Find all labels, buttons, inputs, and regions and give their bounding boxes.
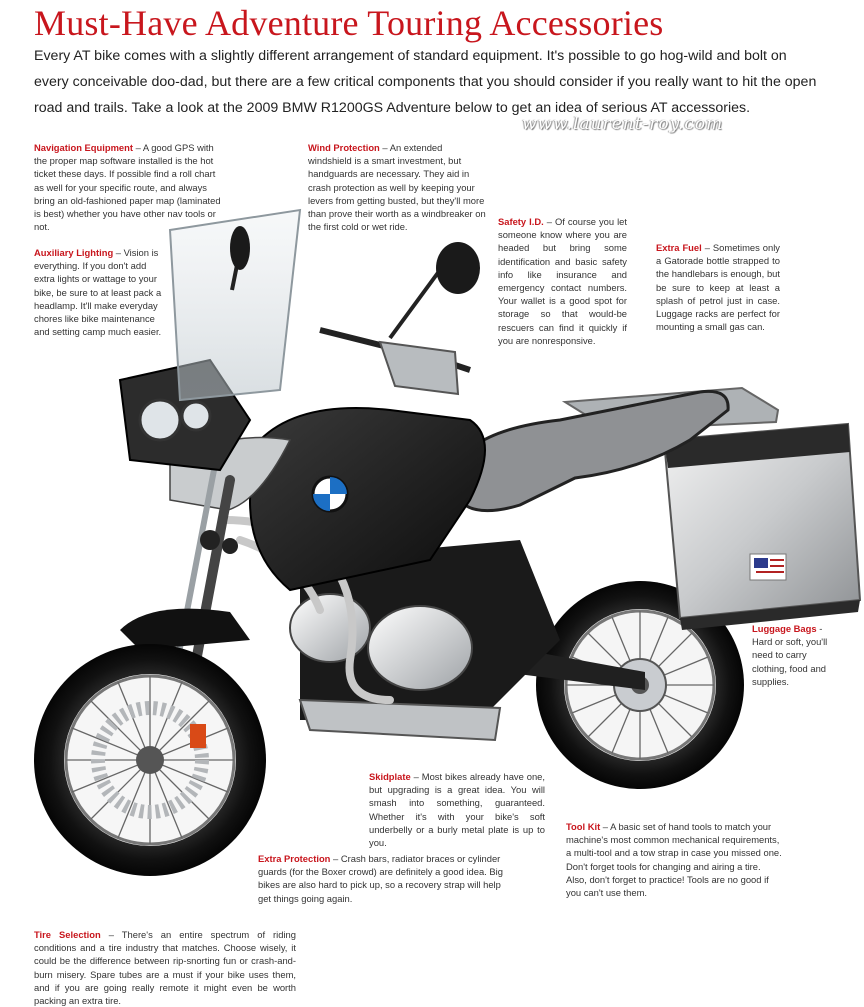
callout-toolkit-title: Tool Kit bbox=[566, 821, 601, 832]
callout-luggage-text: - Hard or soft, you'll need to carry clothing, food and supplies. bbox=[752, 623, 828, 687]
callout-lighting-title: Auxiliary Lighting bbox=[34, 247, 114, 258]
callout-skidplate bbox=[369, 770, 545, 849]
callout-skidplate-title: Skidplate bbox=[369, 771, 411, 782]
callout-skidplate-text: – Most bikes already have one, but upgrading is a great idea. You will smash into something, guaranteed. Whether it's with your bike's soft underbelly or a burly metal plate is up to you. bbox=[369, 771, 545, 849]
callout-wind bbox=[308, 141, 486, 233]
callout-fuel-title: Extra Fuel bbox=[656, 242, 702, 253]
intro-paragraph: Every AT bike comes with a slightly different arrangement of standard equipment. It's possible to go hog-wild and bolt on every conceivable doo-dad, but there are a few critical components that you should consider if you really want to hit the open road and trails. Take a look at the 2009 BMW R1200GS Adventure below to get an idea of serious AT accessories. bbox=[34, 48, 817, 116]
watermark-text: www.laurent-roy.com bbox=[522, 114, 724, 134]
callout-safety-title: Safety I.D. bbox=[498, 216, 544, 227]
callout-navigation-text: – A good GPS with the proper map software installed is the hot ticket these days. If possible find a roll chart as well for your specific route, and always bring an old-fashioned paper map (laminated is best) whether you have other nav tools or not. bbox=[34, 142, 221, 233]
callout-protection-title: Extra Protection bbox=[258, 853, 331, 864]
callout-lighting-text: – Vision is everything. If you don't add extra lights or wattage to your bike, be sure to at least pack a headlamp. It'll make everyday chores like bike maintenance and setting camp much easier. bbox=[34, 247, 162, 338]
callout-tires-title: Tire Selection bbox=[34, 929, 101, 940]
page-title: Must-Have Adventure Touring Accessories bbox=[34, 3, 664, 43]
pannier bbox=[664, 424, 860, 630]
callout-navigation-title: Navigation Equipment bbox=[34, 142, 133, 153]
callout-luggage bbox=[752, 622, 838, 688]
callout-protection-text: – Crash bars, radiator braces or cylinder guards (for the Boxer crowd) are definitely a good idea. Big bikes are also hard to pick up, so a recovery strap will help get things going again. bbox=[258, 853, 503, 904]
callout-wind-title: Wind Protection bbox=[308, 142, 380, 153]
front-wheel bbox=[34, 644, 266, 876]
callout-fuel bbox=[656, 241, 780, 333]
callout-lighting bbox=[34, 246, 164, 338]
callout-toolkit-text: – A basic set of hand tools to match your machine's most common mechanical requirements, a multi-tool and a tow strap in case you missed one. Don't forget tools for changing and airing a tire. Also, don't forget to practice! Tools are no good if you can't use them. bbox=[566, 821, 782, 899]
callout-safety-text: – Of course you let someone know where you are headed but bring some identification and basic safety info like insurance and emergency contact numbers. Your wallet is a good spot for storage so that would-be rescuers can find it quickly if you are nonresponsive. bbox=[498, 216, 628, 346]
callout-tires-text: – There's an entire spectrum of riding conditions and a tire industry that matches. Choose wisely, it could be the difference between rip-snorting fun or crash-and-burn misery. Spare tubes are a must if your bike uses them, and if you are going really remote it might even be worth packing an extra tire. bbox=[34, 929, 296, 1007]
callout-protection bbox=[258, 852, 506, 905]
callout-navigation bbox=[34, 141, 226, 233]
callout-fuel-text: – Sometimes only a Gatorade bottle strapped to the handlebars is enough, but be sure to keep at least a splash of petrol just in case. Luggage racks are perfect for mounting a small gas can. bbox=[656, 242, 780, 333]
callout-luggage-title: Luggage Bags bbox=[752, 623, 817, 634]
callout-wind-text: – An extended windshield is a smart investment, but handguards are necessary. They aid in crash protection as well by keeping your levers from getting busted, but they'll more than prove their worth as a windbreaker on the first cold or wet ride. bbox=[308, 142, 486, 233]
callout-tires bbox=[34, 928, 296, 1007]
callout-safety bbox=[498, 215, 627, 347]
callout-toolkit bbox=[566, 820, 782, 899]
